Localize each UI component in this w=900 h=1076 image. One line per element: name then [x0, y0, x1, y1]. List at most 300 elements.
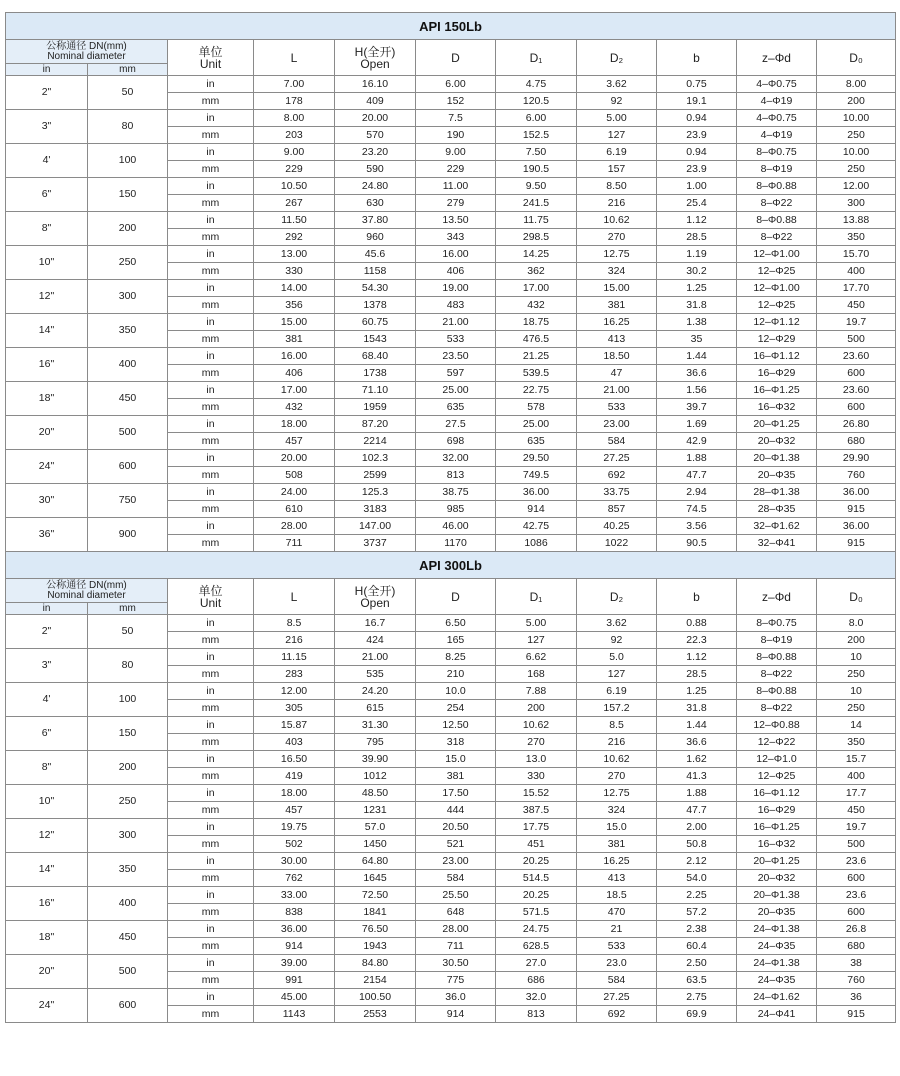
value-cell-zd: 8–Φ0.88	[737, 212, 817, 229]
table-row	[6, 819, 896, 836]
value-cell-D0: 600	[817, 904, 896, 921]
value-cell-D0: 26.80	[817, 416, 896, 433]
value-cell-zd: 24–Φ35	[737, 972, 817, 989]
value-cell-zd: 20–Φ35	[737, 904, 817, 921]
value-cell-H: 31.30	[335, 717, 416, 734]
value-cell-H: 39.90	[335, 751, 416, 768]
value-cell-zd: 16–Φ1.25	[737, 819, 817, 836]
value-cell-D: 23.50	[416, 348, 496, 365]
value-cell-L: 508	[254, 467, 335, 484]
value-cell-D1: 914	[496, 501, 577, 518]
unit-cell: in	[168, 76, 254, 93]
value-cell-D: 7.5	[416, 110, 496, 127]
value-cell-D1: 686	[496, 972, 577, 989]
size-inch-cell: 10"	[6, 785, 88, 819]
unit-cell: in	[168, 955, 254, 972]
value-cell-D1: 11.75	[496, 212, 577, 229]
value-cell-L: 457	[254, 433, 335, 450]
value-cell-zd: 8–Φ19	[737, 161, 817, 178]
value-cell-D2: 692	[577, 467, 657, 484]
value-cell-L: 11.50	[254, 212, 335, 229]
unit-cell: mm	[168, 331, 254, 348]
unit-cell: mm	[168, 802, 254, 819]
value-cell-D0: 23.60	[817, 382, 896, 399]
value-cell-D1: 387.5	[496, 802, 577, 819]
value-cell-D0: 450	[817, 297, 896, 314]
value-cell-D: 444	[416, 802, 496, 819]
size-inch-cell: 18"	[6, 382, 88, 416]
value-cell-zd: 16–Φ1.25	[737, 382, 817, 399]
value-cell-D1: 7.50	[496, 144, 577, 161]
value-cell-D2: 5.00	[577, 110, 657, 127]
value-cell-b: 90.5	[657, 535, 737, 552]
header-row	[6, 579, 896, 603]
table-row	[6, 178, 896, 195]
value-cell-H: 23.20	[335, 144, 416, 161]
value-cell-D0: 17.7	[817, 785, 896, 802]
value-cell-D: 711	[416, 938, 496, 955]
value-cell-D0: 600	[817, 365, 896, 382]
unit-cell: mm	[168, 399, 254, 416]
value-cell-D1: 15.52	[496, 785, 577, 802]
size-inch-cell: 24"	[6, 989, 88, 1023]
value-cell-L: 403	[254, 734, 335, 751]
unit-cell: mm	[168, 700, 254, 717]
value-cell-D: 635	[416, 399, 496, 416]
size-inch-cell: 6"	[6, 178, 88, 212]
unit-cell: in	[168, 819, 254, 836]
size-inch-cell: 10"	[6, 246, 88, 280]
column-header-H	[335, 579, 416, 615]
value-cell-L: 36.00	[254, 921, 335, 938]
value-cell-D2: 8.50	[577, 178, 657, 195]
column-header-D2: D₂	[577, 40, 657, 76]
value-cell-D0: 10.00	[817, 144, 896, 161]
value-cell-D: 21.00	[416, 314, 496, 331]
table-title: API 150Lb	[6, 13, 896, 40]
value-cell-D2: 40.25	[577, 518, 657, 535]
unit-cell: in	[168, 751, 254, 768]
value-cell-D0: 14	[817, 717, 896, 734]
unit-header	[168, 579, 254, 615]
value-cell-b: 2.25	[657, 887, 737, 904]
value-cell-L: 9.00	[254, 144, 335, 161]
value-cell-D2: 92	[577, 632, 657, 649]
value-cell-L: 356	[254, 297, 335, 314]
value-cell-b: 69.9	[657, 1006, 737, 1023]
value-cell-D: 914	[416, 1006, 496, 1023]
value-cell-D0: 500	[817, 836, 896, 853]
unit-cell: in	[168, 280, 254, 297]
value-cell-D2: 270	[577, 229, 657, 246]
value-cell-D1: 514.5	[496, 870, 577, 887]
nominal-diameter-header	[6, 40, 168, 64]
value-cell-D2: 857	[577, 501, 657, 518]
column-header-H-cn: H(全开)	[354, 583, 396, 598]
size-inch-cell: 30"	[6, 484, 88, 518]
unit-cell: mm	[168, 365, 254, 382]
size-inch-cell: 12"	[6, 280, 88, 314]
value-cell-D2: 10.62	[577, 751, 657, 768]
value-cell-D: 17.50	[416, 785, 496, 802]
value-cell-zd: 16–Φ32	[737, 836, 817, 853]
value-cell-b: 50.8	[657, 836, 737, 853]
value-cell-D: 16.00	[416, 246, 496, 263]
value-cell-zd: 12–Φ22	[737, 734, 817, 751]
column-header-D1: D₁	[496, 40, 577, 76]
table-row	[6, 853, 896, 870]
value-cell-D2: 127	[577, 127, 657, 144]
value-cell-D1: 241.5	[496, 195, 577, 212]
value-cell-L: 24.00	[254, 484, 335, 501]
unit-cell: in	[168, 450, 254, 467]
value-cell-D1: 4.75	[496, 76, 577, 93]
value-cell-D2: 27.25	[577, 989, 657, 1006]
value-cell-L: 203	[254, 127, 335, 144]
table-row	[6, 110, 896, 127]
value-cell-D: 483	[416, 297, 496, 314]
value-cell-D1: 42.75	[496, 518, 577, 535]
value-cell-H: 1450	[335, 836, 416, 853]
value-cell-b: 36.6	[657, 734, 737, 751]
value-cell-b: 1.12	[657, 212, 737, 229]
value-cell-L: 7.00	[254, 76, 335, 93]
value-cell-D0: 36.00	[817, 518, 896, 535]
value-cell-D1: 451	[496, 836, 577, 853]
column-header-D0: D₀	[817, 579, 896, 615]
value-cell-D: 6.50	[416, 615, 496, 632]
value-cell-H: 48.50	[335, 785, 416, 802]
value-cell-D1: 5.00	[496, 615, 577, 632]
value-cell-D: 20.50	[416, 819, 496, 836]
value-cell-zd: 24–Φ41	[737, 1006, 817, 1023]
value-cell-H: 76.50	[335, 921, 416, 938]
value-cell-D: 343	[416, 229, 496, 246]
value-cell-zd: 24–Φ1.38	[737, 921, 817, 938]
value-cell-H: 54.30	[335, 280, 416, 297]
size-mm-cell: 450	[88, 921, 168, 955]
value-cell-b: 25.4	[657, 195, 737, 212]
value-cell-D2: 16.25	[577, 314, 657, 331]
value-cell-H: 125.3	[335, 484, 416, 501]
value-cell-D: 9.00	[416, 144, 496, 161]
value-cell-L: 267	[254, 195, 335, 212]
value-cell-zd: 8–Φ0.88	[737, 683, 817, 700]
value-cell-zd: 20–Φ32	[737, 870, 817, 887]
value-cell-D2: 216	[577, 195, 657, 212]
value-cell-b: 22.3	[657, 632, 737, 649]
table-row	[6, 76, 896, 93]
value-cell-D0: 680	[817, 433, 896, 450]
value-cell-zd: 16–Φ29	[737, 802, 817, 819]
value-cell-H: 24.80	[335, 178, 416, 195]
value-cell-L: 8.5	[254, 615, 335, 632]
value-cell-D1: 27.0	[496, 955, 577, 972]
value-cell-D2: 33.75	[577, 484, 657, 501]
value-cell-zd: 8–Φ0.88	[737, 178, 817, 195]
value-cell-H: 1959	[335, 399, 416, 416]
value-cell-D: 406	[416, 263, 496, 280]
column-header-L: L	[254, 40, 335, 76]
unit-cell: mm	[168, 836, 254, 853]
value-cell-zd: 12–Φ25	[737, 768, 817, 785]
size-mm-cell: 400	[88, 887, 168, 921]
value-cell-zd: 8–Φ22	[737, 195, 817, 212]
value-cell-L: 762	[254, 870, 335, 887]
size-mm-cell: 900	[88, 518, 168, 552]
unit-cell: mm	[168, 93, 254, 110]
table-row	[6, 649, 896, 666]
value-cell-D1: 749.5	[496, 467, 577, 484]
value-cell-H: 71.10	[335, 382, 416, 399]
unit-cell: in	[168, 717, 254, 734]
value-cell-D0: 500	[817, 331, 896, 348]
value-cell-zd: 12–Φ1.00	[737, 280, 817, 297]
size-mm-cell: 50	[88, 615, 168, 649]
value-cell-L: 8.00	[254, 110, 335, 127]
unit-cell: mm	[168, 433, 254, 450]
spec-table	[5, 12, 896, 1023]
value-cell-H: 960	[335, 229, 416, 246]
size-inch-cell: 2"	[6, 76, 88, 110]
column-header-D2: D₂	[577, 579, 657, 615]
value-cell-L: 16.50	[254, 751, 335, 768]
size-mm-cell: 50	[88, 76, 168, 110]
value-cell-D2: 413	[577, 331, 657, 348]
nominal-diameter-en: Nominal diameter	[47, 50, 126, 62]
value-cell-L: 30.00	[254, 853, 335, 870]
value-cell-H: 3183	[335, 501, 416, 518]
value-cell-b: 1.88	[657, 450, 737, 467]
value-cell-D: 775	[416, 972, 496, 989]
column-header-D: D	[416, 579, 496, 615]
value-cell-zd: 8–Φ22	[737, 666, 817, 683]
value-cell-D: 12.50	[416, 717, 496, 734]
value-cell-L: 17.00	[254, 382, 335, 399]
size-inch-cell: 24"	[6, 450, 88, 484]
size-inch-cell: 20"	[6, 955, 88, 989]
value-cell-D1: 813	[496, 1006, 577, 1023]
value-cell-D1: 1086	[496, 535, 577, 552]
value-cell-H: 24.20	[335, 683, 416, 700]
value-cell-b: 1.44	[657, 348, 737, 365]
value-cell-L: 18.00	[254, 785, 335, 802]
value-cell-D0: 680	[817, 938, 896, 955]
value-cell-H: 570	[335, 127, 416, 144]
value-cell-D2: 27.25	[577, 450, 657, 467]
value-cell-H: 45.6	[335, 246, 416, 263]
size-inch-cell: 8"	[6, 212, 88, 246]
value-cell-D2: 47	[577, 365, 657, 382]
value-cell-zd: 20–Φ1.38	[737, 887, 817, 904]
size-mm-cell: 300	[88, 280, 168, 314]
value-cell-D: 279	[416, 195, 496, 212]
spec-body	[6, 13, 896, 1023]
value-cell-zd: 8–Φ0.75	[737, 615, 817, 632]
value-cell-zd: 20–Φ32	[737, 433, 817, 450]
value-cell-zd: 20–Φ1.25	[737, 416, 817, 433]
column-header-zd: z–Φd	[737, 579, 817, 615]
value-cell-D1: 432	[496, 297, 577, 314]
table-title-row	[6, 552, 896, 579]
value-cell-D2: 381	[577, 836, 657, 853]
value-cell-b: 30.2	[657, 263, 737, 280]
value-cell-D: 28.00	[416, 921, 496, 938]
value-cell-L: 16.00	[254, 348, 335, 365]
value-cell-H: 20.00	[335, 110, 416, 127]
value-cell-zd: 16–Φ1.12	[737, 348, 817, 365]
size-mm-cell: 80	[88, 110, 168, 144]
value-cell-D0: 10.00	[817, 110, 896, 127]
value-cell-L: 711	[254, 535, 335, 552]
value-cell-b: 1.88	[657, 785, 737, 802]
value-cell-L: 178	[254, 93, 335, 110]
table-row	[6, 382, 896, 399]
column-header-H-en: Open	[360, 56, 390, 71]
value-cell-D0: 450	[817, 802, 896, 819]
value-cell-zd: 28–Φ35	[737, 501, 817, 518]
value-cell-D1: 24.75	[496, 921, 577, 938]
value-cell-D0: 15.70	[817, 246, 896, 263]
value-cell-D0: 760	[817, 467, 896, 484]
value-cell-D0: 600	[817, 870, 896, 887]
value-cell-D2: 21	[577, 921, 657, 938]
column-header-b: b	[657, 40, 737, 76]
size-mm-cell: 200	[88, 751, 168, 785]
value-cell-D2: 15.00	[577, 280, 657, 297]
value-cell-zd: 12–Φ1.0	[737, 751, 817, 768]
value-cell-D: 1170	[416, 535, 496, 552]
value-cell-D1: 13.0	[496, 751, 577, 768]
value-cell-b: 1.38	[657, 314, 737, 331]
value-cell-H: 1645	[335, 870, 416, 887]
unit-cell: mm	[168, 467, 254, 484]
value-cell-D1: 20.25	[496, 887, 577, 904]
value-cell-D2: 3.62	[577, 615, 657, 632]
value-cell-D0: 250	[817, 666, 896, 683]
table-row	[6, 518, 896, 535]
column-header-H-cn: H(全开)	[354, 44, 396, 59]
value-cell-b: 1.69	[657, 416, 737, 433]
table-row	[6, 751, 896, 768]
value-cell-D0: 15.7	[817, 751, 896, 768]
value-cell-D1: 298.5	[496, 229, 577, 246]
value-cell-D: 698	[416, 433, 496, 450]
value-cell-H: 1158	[335, 263, 416, 280]
size-mm-cell: 250	[88, 785, 168, 819]
value-cell-L: 991	[254, 972, 335, 989]
size-inch-cell: 4'	[6, 683, 88, 717]
value-cell-D: 648	[416, 904, 496, 921]
value-cell-D0: 38	[817, 955, 896, 972]
size-inch-cell: 14"	[6, 314, 88, 348]
value-cell-H: 87.20	[335, 416, 416, 433]
value-cell-D0: 350	[817, 229, 896, 246]
value-cell-D1: 270	[496, 734, 577, 751]
unit-cell: in	[168, 518, 254, 535]
value-cell-L: 330	[254, 263, 335, 280]
value-cell-L: 15.87	[254, 717, 335, 734]
size-mm-cell: 150	[88, 178, 168, 212]
value-cell-D: 25.00	[416, 382, 496, 399]
value-cell-b: 2.38	[657, 921, 737, 938]
value-cell-D0: 10	[817, 683, 896, 700]
value-cell-b: 31.8	[657, 700, 737, 717]
value-cell-b: 1.12	[657, 649, 737, 666]
size-inch-cell: 20"	[6, 416, 88, 450]
value-cell-D: 15.0	[416, 751, 496, 768]
value-cell-D2: 12.75	[577, 246, 657, 263]
value-cell-D1: 120.5	[496, 93, 577, 110]
value-cell-b: 0.94	[657, 144, 737, 161]
value-cell-D2: 533	[577, 938, 657, 955]
value-cell-H: 535	[335, 666, 416, 683]
nominal-diameter-cn: 公称通径 DN(mm)	[46, 40, 127, 52]
value-cell-D1: 635	[496, 433, 577, 450]
value-cell-D1: 127	[496, 632, 577, 649]
size-mm-cell: 100	[88, 683, 168, 717]
value-cell-L: 292	[254, 229, 335, 246]
column-header-D0: D₀	[817, 40, 896, 76]
value-cell-D: 19.00	[416, 280, 496, 297]
table-row	[6, 280, 896, 297]
value-cell-D2: 23.0	[577, 955, 657, 972]
value-cell-D2: 5.0	[577, 649, 657, 666]
value-cell-D0: 8.0	[817, 615, 896, 632]
value-cell-zd: 20–Φ1.38	[737, 450, 817, 467]
value-cell-zd: 8–Φ0.88	[737, 649, 817, 666]
table-row	[6, 717, 896, 734]
value-cell-D2: 16.25	[577, 853, 657, 870]
value-cell-D: 584	[416, 870, 496, 887]
value-cell-L: 457	[254, 802, 335, 819]
value-cell-D: 597	[416, 365, 496, 382]
value-cell-D0: 400	[817, 768, 896, 785]
unit-cell: mm	[168, 666, 254, 683]
value-cell-H: 16.7	[335, 615, 416, 632]
value-cell-H: 68.40	[335, 348, 416, 365]
nominal-mm-header: mm	[88, 64, 168, 76]
value-cell-D2: 157	[577, 161, 657, 178]
unit-cell: in	[168, 314, 254, 331]
unit-cell: mm	[168, 501, 254, 518]
value-cell-D0: 250	[817, 700, 896, 717]
value-cell-b: 23.9	[657, 161, 737, 178]
unit-header-en: Unit	[199, 595, 222, 610]
value-cell-D1: 6.62	[496, 649, 577, 666]
value-cell-D: 23.00	[416, 853, 496, 870]
value-cell-D: 152	[416, 93, 496, 110]
value-cell-D0: 17.70	[817, 280, 896, 297]
value-cell-D2: 270	[577, 768, 657, 785]
value-cell-D0: 200	[817, 632, 896, 649]
unit-cell: mm	[168, 535, 254, 552]
value-cell-L: 610	[254, 501, 335, 518]
value-cell-D: 318	[416, 734, 496, 751]
unit-cell: in	[168, 649, 254, 666]
value-cell-D2: 10.62	[577, 212, 657, 229]
value-cell-H: 2214	[335, 433, 416, 450]
size-mm-cell: 100	[88, 144, 168, 178]
value-cell-D1: 628.5	[496, 938, 577, 955]
value-cell-zd: 12–Φ1.12	[737, 314, 817, 331]
value-cell-b: 47.7	[657, 802, 737, 819]
value-cell-D0: 29.90	[817, 450, 896, 467]
unit-header-en: Unit	[199, 56, 222, 71]
value-cell-H: 1378	[335, 297, 416, 314]
value-cell-D2: 92	[577, 93, 657, 110]
value-cell-D1: 330	[496, 768, 577, 785]
